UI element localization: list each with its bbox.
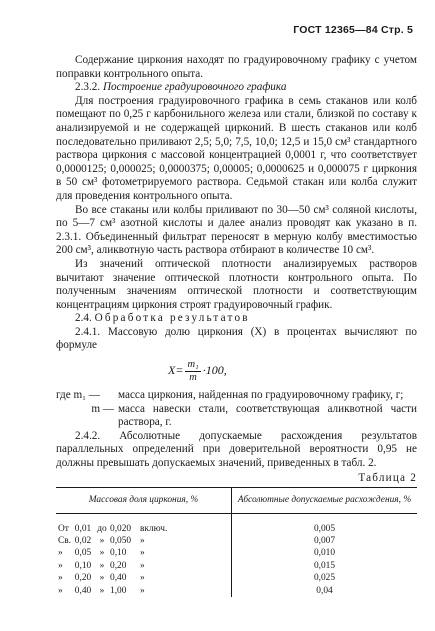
range-b: 1,00 (110, 585, 127, 596)
definition-text: масса циркония, найденная по градуировочному графику, г; (118, 389, 404, 402)
range-a: 0,02 (74, 536, 92, 547)
table-body (56, 513, 417, 597)
table-row (56, 560, 417, 572)
range-post: » (140, 573, 145, 584)
definition-label: m — (91, 402, 114, 415)
range-cell (56, 560, 232, 572)
range-pre: » (58, 573, 63, 584)
column-header: Абсолютные допускаемые расхождения, % (232, 488, 418, 513)
paragraph-calibration: Для построения градуировочного графика в семь стаканов или колб помещают по 0,25 г карбонильного железа или стали, близкой по составу к анализируемой и не содержащей цирконий. В шесть стаканов или колб последовательно приливают 2,5; 5,0; 7,5, 10,0; 12,5 и 15,0 см³ стандартного раствора циркония с массовой концентрацией 0,0001 г, что соответствует 0,0000125; 0,000025; 0,0000375; 0,00005; 0,0000625 и 0,000075 г циркония в 50 см³ фотометрируемого раствора. Седьмой стакан или колба служит для проведения контрольного опыта. (56, 94, 417, 202)
range-post: » (140, 536, 145, 547)
range-pre: От (58, 523, 69, 534)
formula-fraction (185, 359, 200, 384)
range-pre: » (58, 585, 63, 596)
definition-m1 (56, 389, 417, 403)
range-post: » (140, 548, 145, 559)
range-a: 0,05 (74, 548, 92, 559)
range-mid: до (97, 523, 107, 534)
tolerance-cell: 0,04 (316, 585, 333, 596)
formula-numerator: m₁ (187, 358, 199, 370)
paragraph-optical-density: Из значений оптической плотности анализируемых растворов вычитают значение оптической плотности контрольного опыта. По полученным значениям оптической плотности и соответствующим концентрациям циркония строят градуировочный график. (56, 257, 417, 311)
formula-denominator: m (189, 371, 197, 383)
range-mid: » (99, 560, 105, 571)
formula-eq: = (175, 363, 184, 378)
tolerance-cell: 0,015 (313, 560, 336, 571)
range-post: включ. (140, 523, 168, 534)
table-row (56, 547, 417, 559)
formula-rhs: ·100, (202, 363, 227, 378)
definition-label: где m₁ — (56, 389, 101, 402)
range-pre: » (58, 548, 63, 559)
range-mid: » (99, 548, 105, 559)
table-row (56, 585, 417, 597)
range-b: 0,20 (110, 560, 127, 571)
range-pre: Св. (58, 536, 72, 547)
definition-m (56, 403, 417, 430)
range-a: 0,40 (74, 585, 92, 596)
section-title: Обработка результатов (94, 312, 250, 325)
paragraph-reagents: Во все стаканы или колбы приливают по 30—50 см³ соляной кислоты, по 5—7 см³ азотной кислоты и далее анализ проводят как указано в п. 2.3.1. Объединенный фильтрат переносят в мерную колбу вместимостью 200 см³, аликвотную часть раствора отбирают в количестве 10 см³. (56, 203, 417, 257)
section-number: 2.3.2. (75, 81, 101, 94)
range-pre: » (58, 560, 63, 571)
range-b: 0,020 (110, 523, 132, 534)
range-a: 0,01 (74, 523, 92, 534)
range-cell (56, 572, 232, 584)
range-cell (56, 535, 232, 547)
page-header: ГОСТ 12365—84 Стр. 5 (293, 24, 413, 36)
range-post: » (140, 585, 145, 596)
range-cell (56, 547, 232, 559)
range-b: 0,10 (110, 548, 127, 559)
tolerance-table (56, 487, 417, 597)
tolerance-cell: 0,005 (313, 523, 336, 534)
table-row (56, 535, 417, 547)
table-header-row (56, 488, 417, 513)
tolerance-cell: 0,025 (313, 573, 336, 584)
range-b: 0,40 (110, 573, 127, 584)
paragraph-2-4-2: 2.4.2. Абсолютные допускаемые расхождения результатов параллельных определений при доверительной вероятности 0,95 не должны превышать допускаемых значений, приведенных в табл. 2. (56, 429, 417, 470)
table-title: Таблица 2 (358, 471, 417, 484)
range-mid: » (99, 585, 105, 596)
table-row (56, 572, 417, 584)
range-a: 0,20 (74, 573, 92, 584)
paragraph-2-4-1: 2.4.1. Массовую долю циркония (X) в процентах вычисляют по формуле (56, 325, 417, 352)
range-cell (56, 585, 232, 597)
column-header: Массовая доля циркония, % (56, 488, 232, 513)
formula-lhs: X (168, 363, 176, 378)
page-body (56, 54, 417, 597)
range-mid: » (99, 536, 105, 547)
formula (168, 353, 417, 389)
tolerance-cell: 0,007 (313, 536, 336, 547)
range-a: 0,10 (74, 560, 92, 571)
range-cell (56, 513, 232, 535)
range-post: » (140, 560, 145, 571)
paragraph-result: Содержание циркония находят по градуировочному графику с учетом поправки контрольного опыта. (56, 54, 417, 80)
section-heading-2-3-2 (56, 81, 417, 95)
tolerance-cell: 0,010 (313, 548, 336, 559)
range-mid: » (99, 573, 105, 584)
table-row (56, 513, 417, 535)
section-heading-2-4 (56, 312, 417, 326)
section-number: 2.4. (75, 312, 92, 325)
section-title: Построение градуировочного графика (102, 81, 287, 94)
range-b: 0,050 (110, 536, 132, 547)
definition-text: масса навески стали, соответствующая аликвотной части раствора, г. (118, 402, 417, 429)
